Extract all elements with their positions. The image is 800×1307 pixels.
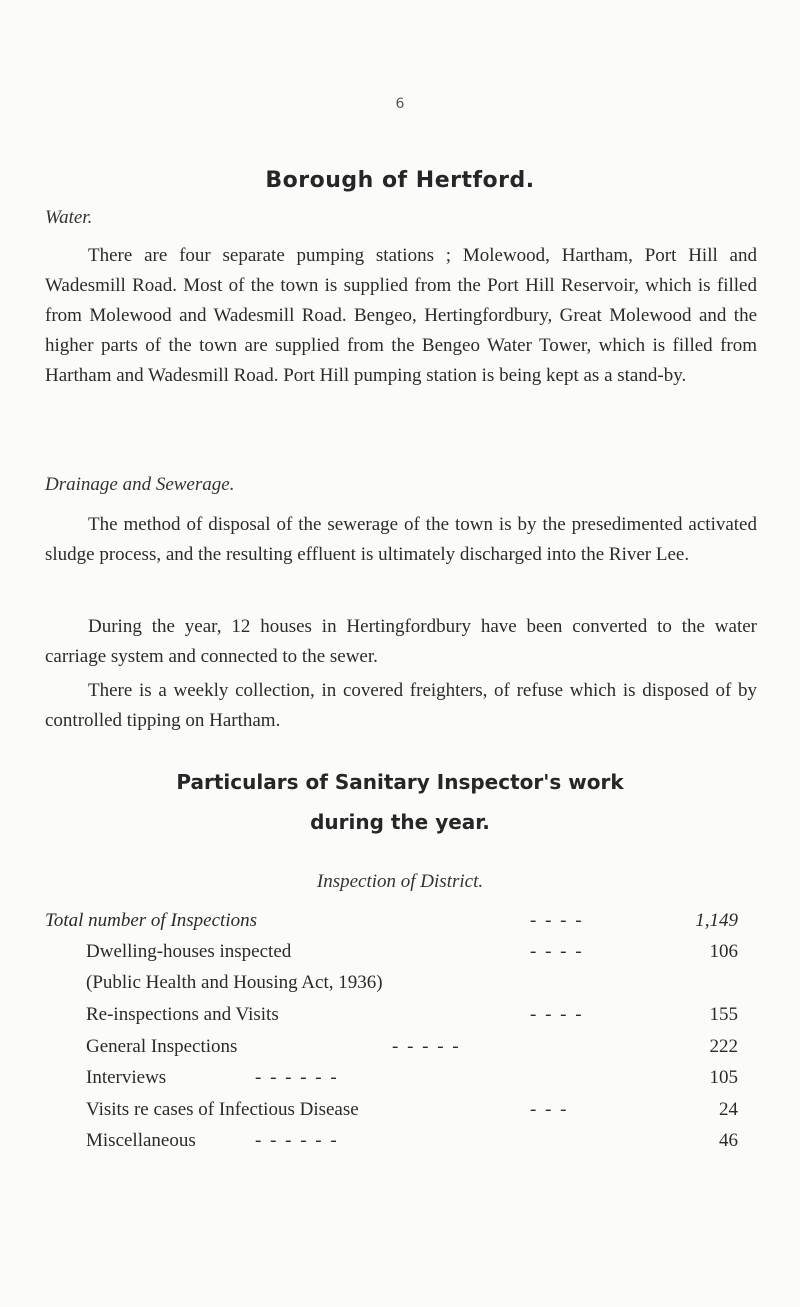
water-heading: Water. bbox=[45, 207, 93, 228]
table-row bbox=[0, 1036, 800, 1066]
row-leader: - - - bbox=[530, 1099, 569, 1120]
row-label: Miscellaneous bbox=[86, 1130, 196, 1151]
row-leader: - - - - bbox=[530, 1004, 584, 1025]
row-label: Total number of Inspections bbox=[45, 910, 257, 931]
particulars-title-line-2: during the year. bbox=[310, 810, 490, 834]
drainage-paragraph-3: There is a weekly collection, in covered freighters, of refuse which is disposed of by controlled tipping on Hartham. bbox=[45, 680, 757, 731]
row-label: (Public Health and Housing Act, 1936) bbox=[86, 972, 383, 993]
row-leader: - - - - - - bbox=[255, 1067, 339, 1088]
table-row bbox=[0, 1130, 800, 1160]
row-label: Re-inspections and Visits bbox=[86, 1004, 279, 1025]
table-row bbox=[0, 941, 800, 971]
row-label: Dwelling-houses inspected bbox=[86, 941, 292, 962]
row-label: Visits re cases of Infectious Disease bbox=[86, 1099, 359, 1120]
row-value: 222 bbox=[709, 1036, 738, 1057]
row-leader: - - - - - bbox=[392, 1036, 461, 1057]
inspection-subheading: Inspection of District. bbox=[316, 871, 484, 892]
table-row bbox=[0, 1067, 800, 1097]
row-value: 24 bbox=[719, 1099, 738, 1120]
table-row bbox=[0, 972, 800, 1002]
row-value: 105 bbox=[709, 1067, 738, 1088]
row-value: 106 bbox=[709, 941, 738, 962]
row-leader: - - - - - - bbox=[255, 1130, 339, 1151]
table-row bbox=[0, 1099, 800, 1129]
table-row bbox=[0, 1004, 800, 1034]
particulars-title-line-1: Particulars of Sanitary Inspector's work bbox=[176, 770, 624, 794]
row-value: 155 bbox=[709, 1004, 738, 1025]
row-leader: - - - - bbox=[530, 941, 584, 962]
row-label: General Inspections bbox=[86, 1036, 238, 1057]
drainage-paragraph-1: The method of disposal of the sewerage of the town is by the presedimented activated sludge process, and the resulting effluent is ultimately discharged into the River Lee. bbox=[45, 514, 757, 565]
page-title: Borough of Hertford. bbox=[265, 168, 535, 193]
row-value: 1,149 bbox=[695, 910, 738, 931]
row-label: Interviews bbox=[86, 1067, 167, 1088]
drainage-heading: Drainage and Sewerage. bbox=[45, 474, 235, 495]
table-row bbox=[0, 910, 800, 940]
water-paragraph: There are four separate pumping stations ; Molewood, Hartham, Port Hill and Wadesmill Road. Most of the town is supplied from the Port Hill Reservoir, which is filled from Molewood and Wadesmill Road. Bengeo, Hertingfordbury, Great Molewood and the higher parts of the town are supplied from the Bengeo Water Tower, which is filled from Hartham and Wadesmill Road. Port Hill pumping station is being kept as a stand-by. bbox=[45, 245, 757, 386]
row-leader: - - - - bbox=[530, 910, 584, 931]
page-number: 6 bbox=[395, 96, 405, 112]
row-value: 46 bbox=[719, 1130, 738, 1151]
drainage-paragraph-2: During the year, 12 houses in Hertingfordbury have been converted to the water carriage system and connected to the sewer. bbox=[45, 616, 757, 667]
